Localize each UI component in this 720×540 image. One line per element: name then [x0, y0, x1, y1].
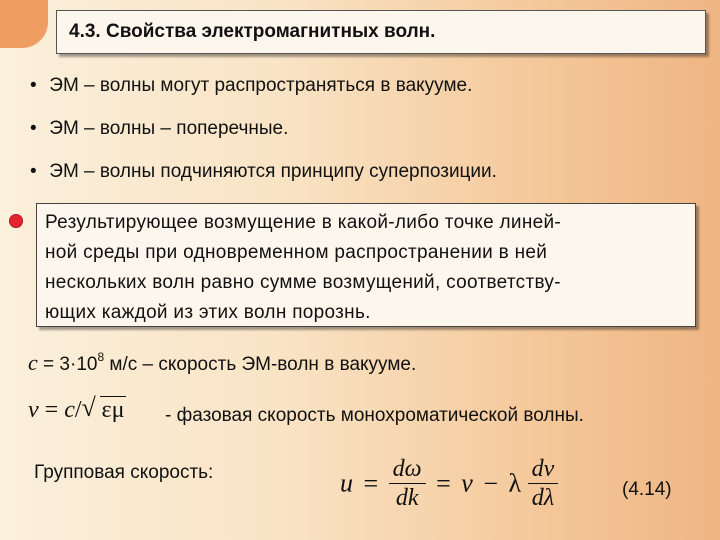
bullet-item-transverse	[30, 118, 288, 140]
bullet-text: ЭМ – волны – поперечные.	[49, 118, 289, 139]
principle-line: ющих каждой из этих волн порознь.	[45, 302, 371, 323]
bullet-dot: •	[30, 161, 37, 182]
corner-decoration	[0, 0, 48, 48]
bullet-item-vacuum	[30, 75, 472, 97]
fraction-denominator: dk	[395, 485, 419, 511]
group-velocity-label: Групповая скорость:	[34, 462, 214, 483]
fraction-numerator: dv	[528, 455, 559, 484]
speed-exponent: 8	[97, 349, 105, 364]
principle-line: Результирующее возмущение в какой-либо точке линей-	[45, 212, 562, 233]
fraction-domega-dk	[389, 455, 426, 512]
phase-velocity-formula	[28, 393, 126, 424]
slide-title: 4.3. Свойства электромагнитных волн.	[56, 10, 706, 54]
bullet-text: ЭМ – волны подчиняются принципу суперпозиции.	[49, 161, 497, 182]
formula-v: v	[461, 468, 473, 498]
fraction-numerator: dω	[389, 455, 426, 484]
formula-slash: /	[74, 397, 82, 423]
formula-eq: =	[38, 397, 65, 423]
formula-eq1: =	[363, 468, 379, 498]
fraction-denominator: dλ	[531, 485, 555, 511]
sqrt-radicand: εμ	[101, 397, 125, 423]
formula-v: v	[28, 397, 39, 423]
speed-of-light-line	[28, 350, 416, 376]
formula-lambda: λ	[508, 468, 522, 498]
bullet-item-superposition	[30, 161, 497, 183]
group-velocity-formula	[340, 455, 558, 512]
principle-line: нескольких волн равно сумме возмущений, соответству-	[45, 272, 561, 293]
speed-eq: = 3·10	[37, 354, 98, 375]
formula-u: u	[340, 468, 353, 498]
sqrt-icon: √	[81, 393, 96, 422]
speed-description: м/с – скорость ЭМ-волн в вакууме.	[104, 354, 417, 375]
principle-line: ной среды при одновременном распространении в ней	[45, 242, 548, 263]
fraction-dv-dlambda	[528, 455, 559, 512]
formula-minus: −	[483, 468, 499, 498]
sqrt-expression	[81, 393, 127, 424]
formula-eq2: =	[436, 468, 451, 498]
bullet-dot: •	[30, 75, 37, 96]
speed-symbol: c	[28, 350, 38, 375]
bullet-dot: •	[30, 118, 37, 139]
bullet-text: ЭМ – волны могут распространяться в вакууме.	[49, 75, 473, 96]
red-bullet-icon	[10, 215, 22, 227]
superposition-principle-box	[36, 203, 696, 327]
equation-number: (4.14)	[622, 479, 672, 500]
phase-velocity-description: - фазовая скорость монохроматической волны.	[165, 405, 584, 426]
formula-c: c	[64, 397, 75, 423]
